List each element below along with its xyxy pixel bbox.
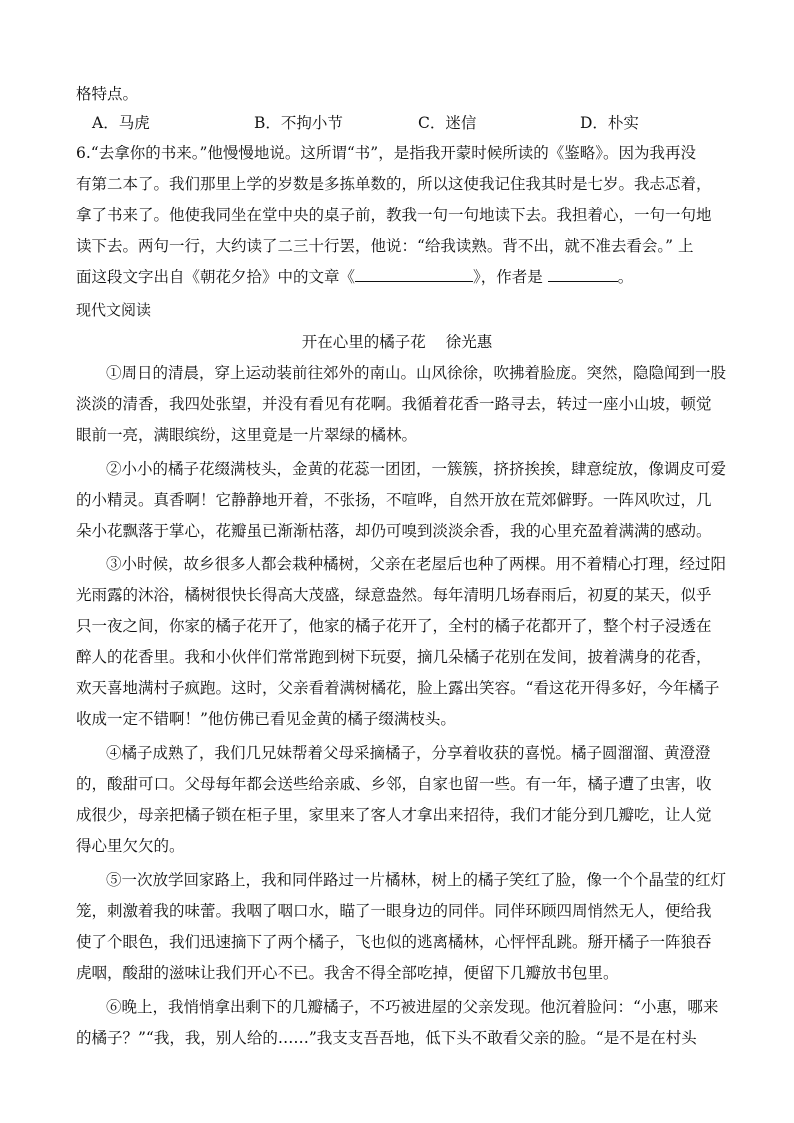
q6-fill-line — [76, 266, 736, 288]
article-line: 光雨露的沐浴，橘树很快长得高大茂盛，绿意盎然。每年清明几场春雨后，初夏的某天，似乎 — [76, 586, 712, 604]
article-line: 收成一定不错啊！”他仿佛已看见金黄的橘子缀满枝头。 — [76, 710, 456, 728]
q6-author-text: 》，作者是 — [473, 268, 548, 286]
article-line: 笼，刺激着我的味蕾。我咽了咽口水，瞄了一眼身边的同伴。同伴环顾四周悄然无人，便给我 — [76, 902, 712, 920]
article-line: ④橘子成熟了，我们几兄妹帮着父母采摘橘子，分享着收获的喜悦。橘子圆溜溜、黄澄澄 — [106, 744, 711, 762]
q5-options — [92, 112, 692, 134]
article-line: 的小精灵。真香啊！它静静地开着，不张扬，不喧哗，自然开放在荒郊僻野。一阵风吹过，几 — [76, 491, 712, 509]
article-line: ②小小的橘子花缀满枝头，金黄的花蕊一团团，一簇簇，挤挤挨挨，肆意绽放，像调皮可爱 — [106, 460, 727, 478]
q5-option-a: A．马虎 — [92, 114, 150, 132]
article-line: 只一夜之间，你家的橘子花开了，他家的橘子花开了，全村的橘子花都开了，整个村子浸透在 — [76, 617, 712, 635]
q5-option-b: B．不拘小节 — [254, 114, 343, 132]
article-line: 朵小花飘落于掌心，花瓣虽已渐渐枯落，却仍可嗅到淡淡余香，我的心里充盈着满满的感动。 — [76, 522, 712, 540]
q6-source-text: 面这段文字出自《朝花夕拾》中的文章《 — [76, 268, 356, 286]
article-line: 使了个眼色，我们迅速摘下了两个橘子，飞也似的逃离橘林，心怦怦乱跳。掰开橘子一阵狼吞 — [76, 933, 712, 951]
article-heading — [0, 331, 794, 353]
article-line: 淡淡的清香，我四处张望，并没有看见有花啊。我循着花香一路寻去，转过一座小山坡，顿觉 — [76, 395, 712, 413]
q6-end-punct: 。 — [617, 268, 634, 286]
article-line: 醉人的花香里。我和小伙伴们常常跑到树下玩耍，摘几朵橘子花别在发间，披着满身的花香， — [76, 648, 712, 666]
answer-blank-author[interactable] — [548, 267, 618, 282]
answer-blank-article[interactable] — [355, 267, 473, 282]
article-author: 徐光惠 — [445, 333, 493, 351]
section-label: 现代文阅读 — [76, 301, 152, 319]
article-line: 成很少，母亲把橘子锁在柜子里，家里来了客人才拿出来招待，我们才能分到几瓣吃，让人觉 — [76, 806, 712, 824]
article-title: 开在心里的橘子花 — [301, 333, 426, 351]
article-line: ①周日的清晨，穿上运动装前往郊外的南山。山风徐徐，吹拂着脸庞。突然，隐隐闻到一股 — [106, 364, 727, 382]
article-line: 的，酸甜可口。父母每年都会送些给亲戚、乡邻，自家也留一些。有一年，橘子遭了虫害，收 — [76, 775, 712, 793]
article-line: ③小时候，故乡很多人都会栽种橘树，父亲在老屋后也种了两棵。用不着精心打理，经过阳 — [106, 555, 727, 573]
article-line: ⑥晚上，我悄悄拿出剩下的几瓣橘子，不巧被进屋的父亲发现。他沉着脸问：“小惠，哪来 — [106, 998, 719, 1016]
article-line: 得心里欠欠的。 — [76, 837, 185, 855]
article-line: 的橘子？”“我，我，别人给的……”我支支吾吾地，低下头不敢看父亲的脸。“是不是在村头 — [76, 1029, 697, 1047]
q6-line: 读下去。两句一行，大约读了二三十行罢，他说：“给我读熟。背不出，就不准去看会。” 上 — [76, 237, 694, 255]
q5-tail: 格特点。 — [76, 85, 139, 103]
q6-line: 6.“去拿你的书来。”他慢慢地说。这所谓“书”，是指我开蒙时候所读的《鉴略》。因为我再没 — [76, 144, 696, 162]
article-line: 虎咽，酸甜的滋味让我们开心不已。我舍不得全部吃掉，便留下几瓣放书包里。 — [76, 964, 619, 982]
article-line: ⑤一次放学回家路上，我和同伴路过一片橘林，树上的橘子笑红了脸，像一个个晶莹的红灯 — [106, 871, 727, 889]
q6-line: 有第二本了。我们那里上学的岁数是多拣单数的，所以这使我记住我其时是七岁。我忐忑着， — [76, 175, 712, 193]
article-line: 欢天喜地满村子疯跑。这时，父亲看着满树橘花，脸上露出笑容。“看这花开得多好，今年橘子 — [76, 679, 720, 697]
article-line: 眼前一亮，满眼缤纷，这里竟是一片翠绿的橘林。 — [76, 426, 418, 444]
q5-option-d: D．朴实 — [580, 114, 639, 132]
q6-line: 拿了书来了。他使我同坐在堂中央的桌子前，教我一句一句地读下去。我担着心，一句一句地 — [76, 206, 712, 224]
q5-option-c: C．迷信 — [418, 114, 477, 132]
